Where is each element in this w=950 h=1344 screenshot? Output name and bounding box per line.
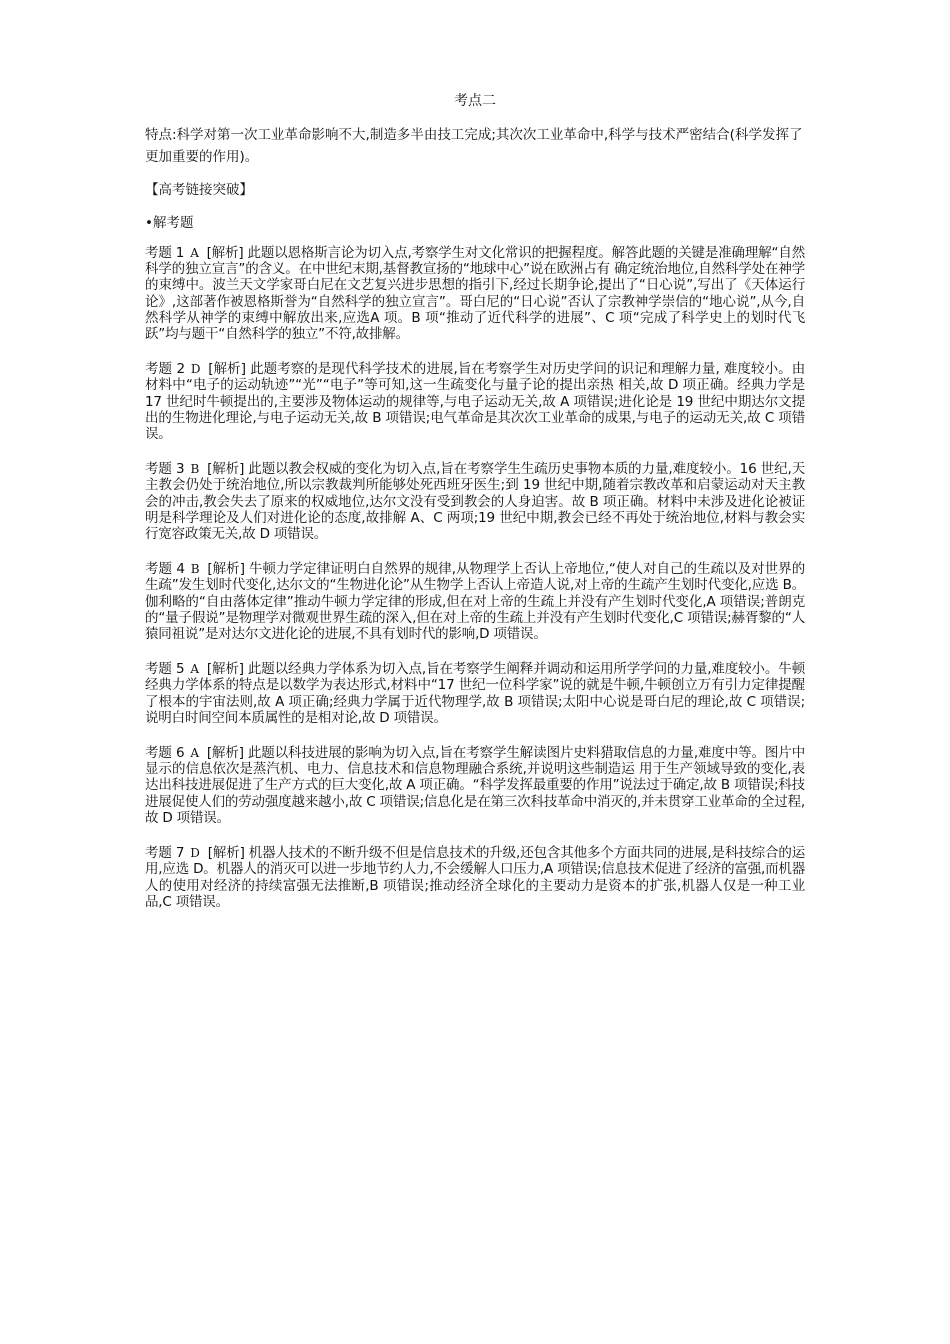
answer-4: [145, 561, 805, 642]
subheading: •解考题: [145, 215, 194, 231]
analysis-tag: [解析]: [206, 745, 244, 762]
question-label: 考题 6: [145, 745, 185, 762]
answer-3: [145, 461, 805, 542]
analysis-text: 机器人技术的不断升级不但是信息技术的升级,还包含其他多个方面共同的进展,是科技综合的运用,应选 D。机器人的消灭可以进一步地节约人力,不会缓解人口压力,A 项错误;信息技术促进了经济的富强,而机器人的使用对经济的持续富强无法推断,B 项错误;推动经济全球化的主要动力是资本的扩张,机器人仅是一种工业品,C 项错误。: [145, 845, 805, 910]
question-label: 考题 5: [145, 661, 185, 678]
answer-5: [145, 661, 805, 726]
answer-1: [145, 245, 805, 342]
analysis-text: 此题考察的是现代科学技术的进展,旨在考察学生对历史学问的识记和理解力量, 难度较小。由材料中“电子的运动轨迹”“光”“电子”等可知,这一生疏变化与量子论的提出亲热 相关,故 D 项正确。经典力学是 17 世纪时牛顿提出的,主要涉及物体运动的规律等,与电子运动无关,故 A 项错误;进化论是 19 世纪中期达尔文提出的生物进化理论,与电子运动无关,故 B 项错误;电气革命是其次次工业革命的成果,与电子的运动无关,故 C 项错误。: [145, 361, 805, 443]
analysis-tag: [解析]: [207, 561, 245, 578]
answer-2: [145, 361, 805, 442]
answer-letter: B: [190, 462, 200, 477]
answer-letter: A: [190, 662, 199, 677]
analysis-text: 此题以经典力学体系为切入点,旨在考察学生阐释并调动和运用所学学问的力量,难度较小。牛顿经典力学体系的特点是以数学为表达形式,材料中“17 世纪一位科学家”说的就是牛顿,牛顿创立万有引力定律提醒了根本的宇宙法则,故 A 项正确;经典力学属于近代物理学,故 B 项错误;太阳中心说是哥白尼的理论,故 C 项错误;说明白时间空间本质属性的是相对论,故 D 项错误。: [145, 661, 805, 726]
analysis-tag: [解析]: [206, 245, 244, 261]
question-label: 考题 3: [145, 461, 185, 478]
intro-paragraph: 特点:科学对第一次工业革命影响不大,制造多半由技工完成;其次次工业革命中,科学与技术严密结合(科学发挥了更加重要的作用)。: [145, 127, 803, 165]
analysis-text: 牛顿力学定律证明白自然界的规律,从物理学上否认上帝地位,“使人对自己的生疏以及对世界的生疏”发生划时代变化,达尔文的“生物进化论”从生物学上否认上帝造人说,对上帝的生疏产生划时代变化,应选 B。伽利略的“自由落体定律”推动牛顿力学定律的形成,但在对上帝的生疏上并没有产生划时代变化,A 项错误;普朗克的“量子假说”是物理学对微观世界生疏的深入,但在对上帝的生疏上并没有产生划时代变化,C 项错误;赫胥黎的“人猿同祖说”是对达尔文进化论的进展,不具有划时代的影响,D 项错误。: [145, 561, 805, 643]
answer-7: [145, 845, 805, 910]
document-page: [145, 92, 805, 929]
section-heading: 【高考链接突破】: [145, 182, 253, 198]
answer-letter: A: [190, 746, 199, 761]
analysis-tag: [解析]: [207, 845, 245, 862]
analysis-tag: [解析]: [208, 361, 246, 378]
analysis-tag: [解析]: [207, 461, 245, 478]
analysis-tag: [解析]: [206, 661, 244, 678]
question-label: 考题 4: [145, 561, 185, 578]
answer-letter: D: [190, 846, 200, 861]
answer-letter: B: [190, 562, 200, 577]
question-label: 考题 7: [145, 845, 185, 862]
answer-letter: D: [190, 362, 201, 377]
question-label: 考题 1: [145, 245, 185, 261]
page-title: 考点二: [454, 93, 496, 109]
question-label: 考题 2: [145, 361, 185, 378]
analysis-text: 此题以教会权威的变化为切入点,旨在考察学生生疏历史事物本质的力量,难度较小。16 世纪,天主教会仍处于统治地位,所以宗教裁判所能够处死西班牙医生;到 19 世纪中期,随着宗教改革和启蒙运动对天主教会的冲击,教会失去了原来的权威地位,达尔文没有受到教会的人身迫害。故 B 项正确。材料中未涉及进化论被证明是科学理论及人们对进化论的态度,故排解 A、C 两项;19 世纪中期,教会已经不再处于统治地位,材料与教会实行宽容政策无关,故 D 项错误。: [145, 461, 806, 543]
answer-6: [145, 745, 805, 826]
answer-letter: A: [190, 246, 199, 260]
analysis-text: 此题以恩格斯言论为切入点,考察学生对文化常识的把握程度。解答此题的关键是准确理解“自然科学的独立宣言”的含义。在中世纪末期,基督教宣扬的“地球中心”说在欧洲占有 确定统治地位,自然科学处在神学的束缚中。波兰天文学家哥白尼在文艺复兴进步思想的指引下,经过长期争论,提出了“日心说”,写出了《天体运行论》,这部著作被恩格斯誉为“自然科学的独立宣言”。哥白尼的“日心说”否认了宗教神学崇信的“地心说”,从今,自然科学从神学的束缚中解放出来,应选A 项。B 项“推动了近代科学的进展”、C 项“完成了科学史上的划时代飞跃”均与题干“自然科学的独立”不符,故排解。: [145, 245, 805, 343]
analysis-text: 此题以科技进展的影响为切入点,旨在考察学生解读图片史料猎取信息的力量,难度中等。图片中显示的信息依次是蒸汽机、电力、信息技术和信息物理融合系统,并说明这些制造运 用于生产领域导致的变化,表达出科技进展促进了生产方式的巨大变化,故 A 项正确。“科学发挥最重要的作用”说法过于确定,故 B 项错误;科技进展促使人们的劳动强度越来越小,故 C 项错误;信息化是在第三次科技革命中消灭的,并未贯穿工业革命的全过程,故 D 项错误。: [145, 745, 805, 826]
